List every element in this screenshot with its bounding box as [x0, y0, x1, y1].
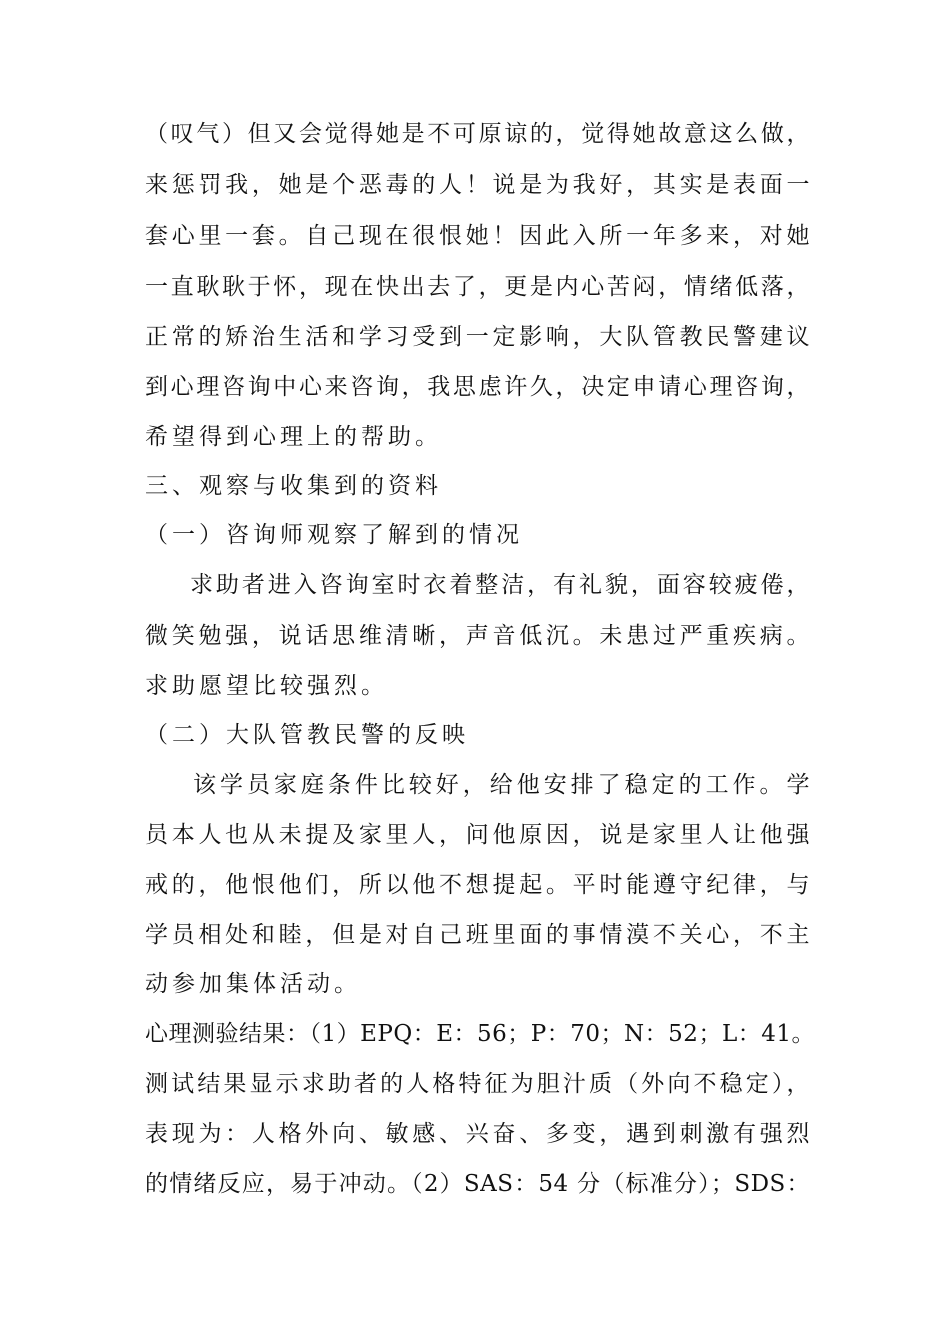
paragraph-line: 员本人也从未提及家里人，问他原因，说是家里人让他强	[145, 822, 810, 848]
paragraph-line: 表现为：人格外向、敏感、兴奋、多变，遇到刺激有强烈	[145, 1121, 810, 1147]
paragraph-line: 正常的矫治生活和学习受到一定影响，大队管教民警建议	[145, 324, 810, 350]
paragraph-line: 来惩罚我，她是个恶毒的人！说是为我好，其实是表面一	[145, 172, 810, 198]
paragraph-line: 测试结果显示求助者的人格特征为胆汁质（外向不稳定），	[145, 1071, 810, 1097]
paragraph-line: 求助愿望比较强烈。	[145, 673, 388, 699]
paragraph-line: 该学员家庭条件比较好，给他安排了稳定的工作。学	[193, 772, 810, 798]
subsection-heading: （二）大队管教民警的反映	[145, 722, 469, 748]
paragraph-line: 的情绪反应，易于冲动。（2）SAS：54 分（标准分）；SDS：	[145, 1171, 810, 1197]
paragraph-line: 套心里一套。自己现在很恨她！因此入所一年多来，对她	[145, 223, 810, 249]
paragraph-line: 希望得到心理上的帮助。	[145, 424, 442, 450]
subsection-heading: （一）咨询师观察了解到的情况	[145, 522, 523, 548]
paragraph-line: （叹气）但又会觉得她是不可原谅的，觉得她故意这么做，	[145, 121, 810, 147]
paragraph-line: 一直耿耿于怀，现在快出去了，更是内心苦闷，情绪低落，	[145, 274, 810, 300]
paragraph-line: 心理测验结果：（1）EPQ：E：56；P：70；N：52；L：41。	[145, 1021, 815, 1047]
paragraph-line: 微笑勉强，说话思维清晰，声音低沉。未患过严重疾病。	[145, 623, 810, 649]
section-heading: 三、观察与收集到的资料	[145, 473, 442, 499]
paragraph-line: 戒的，他恨他们，所以他不想提起。平时能遵守纪律，与	[145, 872, 810, 898]
paragraph-line: 学员相处和睦，但是对自己班里面的事情漠不关心，不主	[145, 922, 810, 948]
paragraph-line: 到心理咨询中心来咨询，我思虑许久，决定申请心理咨询，	[145, 374, 810, 400]
paragraph-line: 求助者进入咨询室时衣着整洁，有礼貌，面容较疲倦，	[190, 572, 810, 598]
paragraph-line: 动参加集体活动。	[145, 971, 361, 997]
